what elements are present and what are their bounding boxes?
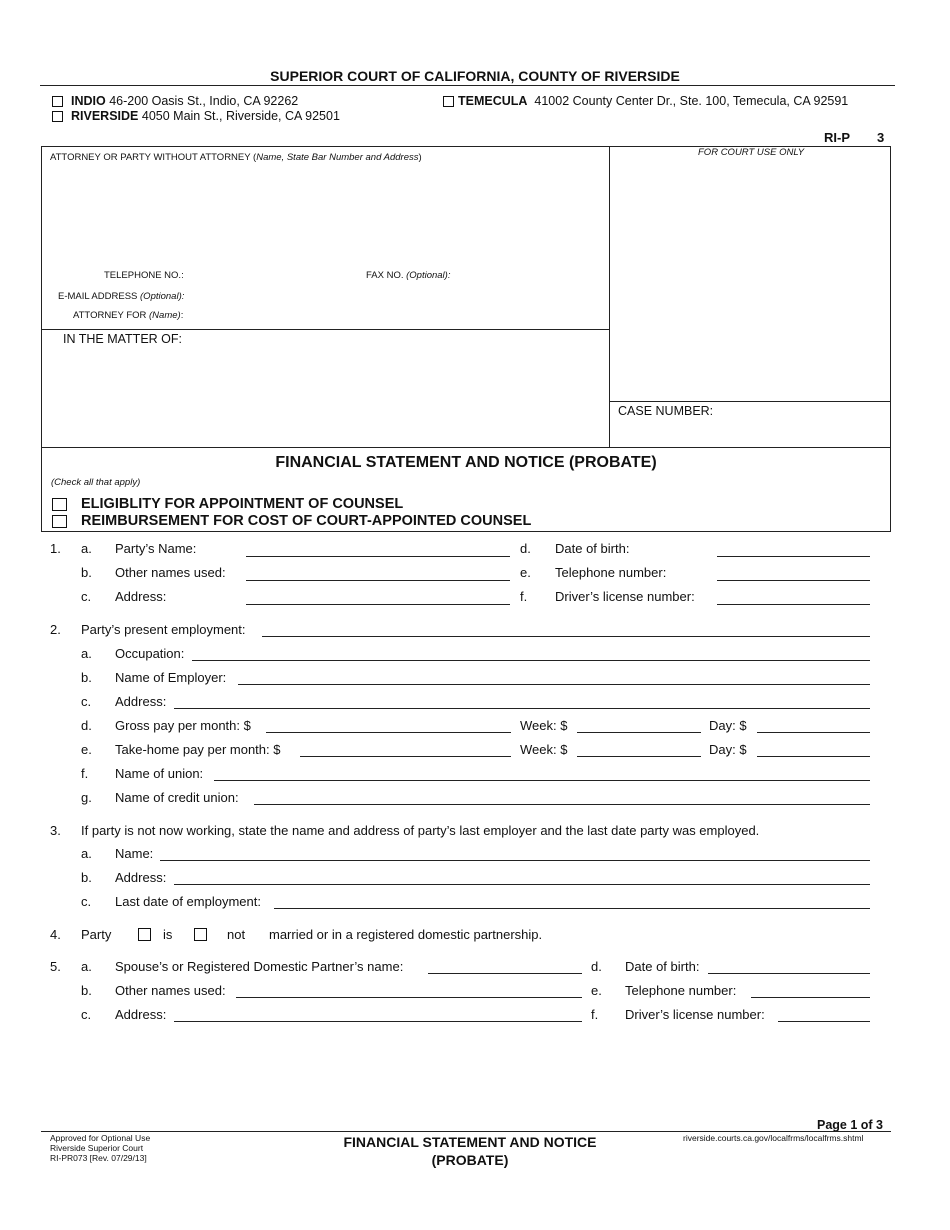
riverside-location bbox=[71, 109, 340, 123]
court-title: SUPERIOR COURT OF CALIFORNIA, COUNTY OF RIVERSIDE bbox=[270, 68, 680, 84]
indio-checkbox[interactable] bbox=[52, 96, 63, 107]
item-2f-label: Name of union: bbox=[115, 766, 204, 781]
party-address-field[interactable] bbox=[246, 604, 510, 605]
indio-location bbox=[71, 94, 298, 108]
reimbursement-checkbox[interactable] bbox=[52, 515, 67, 528]
temecula-address: 41002 County Center Dr., Ste. 100, Temecula, CA 92591 bbox=[534, 94, 849, 108]
employer-address-field[interactable] bbox=[174, 708, 870, 709]
spouse-license-field[interactable] bbox=[778, 1021, 870, 1022]
attorney-label-end: ) bbox=[418, 152, 422, 163]
gross-pay-month-field[interactable] bbox=[266, 732, 511, 733]
section-2-number: 2. bbox=[50, 622, 61, 637]
riverside-checkbox[interactable] bbox=[52, 111, 63, 122]
email-label-text: E-MAIL ADDRESS bbox=[58, 291, 138, 302]
present-employment-field[interactable] bbox=[262, 636, 870, 637]
attorney-label-text: ATTORNEY OR PARTY WITHOUT ATTORNEY ( bbox=[50, 152, 257, 163]
item-1c-label: Address: bbox=[115, 589, 167, 604]
last-employment-date-field[interactable] bbox=[274, 908, 870, 909]
eligibility-option: ELIGIBLITY FOR APPOINTMENT OF COUNSEL bbox=[81, 496, 404, 512]
title-top-rule bbox=[41, 447, 891, 448]
takehome-day-label: Day: $ bbox=[709, 742, 747, 757]
item-1f-label: Driver’s license number: bbox=[555, 589, 695, 604]
section-5-number: 5. bbox=[50, 959, 61, 974]
footer-rule bbox=[41, 1131, 891, 1132]
attorney-box-rule bbox=[41, 329, 609, 330]
form-title: FINANCIAL STATEMENT AND NOTICE (PROBATE) bbox=[275, 454, 657, 471]
union-name-field[interactable] bbox=[214, 780, 870, 781]
email-label bbox=[58, 291, 184, 302]
section-2-heading: Party’s present employment: bbox=[81, 622, 246, 637]
item-1d-label: Date of birth: bbox=[555, 541, 630, 556]
gross-week-label: Week: $ bbox=[520, 718, 568, 733]
item-3b-label: Address: bbox=[115, 870, 167, 885]
takehome-pay-day-field[interactable] bbox=[757, 756, 870, 757]
employer-name-field[interactable] bbox=[238, 684, 870, 685]
item-2c-label: Address: bbox=[115, 694, 167, 709]
reimbursement-option: REIMBURSEMENT FOR COST OF COURT-APPOINTED COUNSEL bbox=[81, 513, 532, 529]
approved-block bbox=[50, 1133, 150, 1163]
telephone-label: TELEPHONE NO.: bbox=[104, 270, 184, 281]
item-3c-letter: c. bbox=[81, 894, 92, 909]
item-5c-letter: c. bbox=[81, 1007, 92, 1022]
item-3a-label: Name: bbox=[115, 846, 154, 861]
footer-title bbox=[300, 1133, 640, 1169]
footer-url: riverside.courts.ca.gov/localfrms/localfrms.shtml bbox=[683, 1133, 864, 1143]
item-5e-letter: e. bbox=[591, 983, 602, 998]
gross-pay-week-field[interactable] bbox=[577, 732, 701, 733]
attorney-for-text: ATTORNEY FOR bbox=[73, 310, 147, 321]
party-label: Party bbox=[81, 927, 112, 942]
item-5a-label: Spouse’s or Registered Domestic Partner’s name: bbox=[115, 959, 404, 974]
fax-label-text: FAX NO. bbox=[366, 270, 404, 281]
item-1d-letter: d. bbox=[520, 541, 531, 556]
party-license-field[interactable] bbox=[717, 604, 870, 605]
takehome-week-label: Week: $ bbox=[520, 742, 568, 757]
married-is-checkbox[interactable] bbox=[138, 928, 151, 941]
item-2d-letter: d. bbox=[81, 718, 92, 733]
party-dob-field[interactable] bbox=[717, 556, 870, 557]
title-bottom-rule bbox=[41, 531, 891, 532]
riverside-address: 4050 Main St., Riverside, CA 92501 bbox=[141, 109, 340, 123]
item-2a-label: Occupation: bbox=[115, 646, 185, 661]
item-2b-letter: b. bbox=[81, 670, 92, 685]
party-other-names-field[interactable] bbox=[246, 580, 510, 581]
item-2g-label: Name of credit union: bbox=[115, 790, 239, 805]
item-2f-letter: f. bbox=[81, 766, 89, 781]
party-name-field[interactable] bbox=[246, 556, 510, 557]
temecula-name: TEMECULA bbox=[458, 94, 528, 108]
riverside-name: RIVERSIDE bbox=[71, 109, 139, 123]
form-code-number: 3 bbox=[877, 130, 885, 145]
item-2g-letter: g. bbox=[81, 790, 92, 805]
approved-line-1: Approved for Optional Use bbox=[50, 1133, 151, 1143]
item-1e-letter: e. bbox=[520, 565, 531, 580]
spouse-address-field[interactable] bbox=[174, 1021, 582, 1022]
item-1e-label: Telephone number: bbox=[555, 565, 667, 580]
header-rule bbox=[40, 85, 895, 86]
caption-left-rule bbox=[41, 146, 42, 532]
section-1-number: 1. bbox=[50, 541, 61, 556]
not-label: not bbox=[227, 927, 246, 942]
occupation-field[interactable] bbox=[192, 660, 870, 661]
takehome-pay-week-field[interactable] bbox=[577, 756, 701, 757]
footer-title-line-2: (PROBATE) bbox=[431, 1152, 509, 1168]
caption-right-rule bbox=[890, 146, 891, 532]
item-2a-letter: a. bbox=[81, 646, 92, 661]
item-2b-label: Name of Employer: bbox=[115, 670, 227, 685]
item-1b-letter: b. bbox=[81, 565, 92, 580]
item-1c-letter: c. bbox=[81, 589, 92, 604]
gross-day-label: Day: $ bbox=[709, 718, 747, 733]
item-5c-label: Address: bbox=[115, 1007, 167, 1022]
attorney-for-name: (Name) bbox=[149, 310, 181, 321]
item-2c-letter: c. bbox=[81, 694, 92, 709]
attorney-label bbox=[50, 152, 422, 163]
married-not-checkbox[interactable] bbox=[194, 928, 207, 941]
attorney-label-italic: Name, State Bar Number and Address bbox=[256, 152, 419, 163]
item-5f-letter: f. bbox=[591, 1007, 599, 1022]
page-number: Page 1 of 3 bbox=[817, 1118, 883, 1132]
matter-label: IN THE MATTER OF: bbox=[63, 332, 182, 346]
fax-optional: (Optional): bbox=[406, 270, 451, 281]
section-3-heading: If party is not now working, state the name and address of party’s last employer and the last date party was employed. bbox=[81, 823, 760, 838]
item-3a-letter: a. bbox=[81, 846, 92, 861]
item-2e-label: Take-home pay per month: $ bbox=[115, 742, 281, 757]
approved-line-3: RI-PR073 [Rev. 07/29/13] bbox=[50, 1153, 147, 1163]
item-5b-label: Other names used: bbox=[115, 983, 226, 998]
footer-title-line-1: FINANCIAL STATEMENT AND NOTICE bbox=[343, 1134, 597, 1150]
check-all-note: (Check all that apply) bbox=[51, 477, 141, 488]
spouse-name-field[interactable] bbox=[428, 973, 582, 974]
item-2d-label: Gross pay per month: $ bbox=[115, 718, 251, 733]
item-5d-letter: d. bbox=[591, 959, 602, 974]
married-statement: married or in a registered domestic partnership. bbox=[269, 927, 543, 942]
last-employer-address-field[interactable] bbox=[174, 884, 870, 885]
email-optional: (Optional): bbox=[140, 291, 185, 302]
item-1a-label: Party’s Name: bbox=[115, 541, 197, 556]
item-5d-label: Date of birth: bbox=[625, 959, 700, 974]
fax-label bbox=[366, 270, 450, 281]
temecula-checkbox[interactable] bbox=[443, 96, 454, 107]
spouse-dob-field[interactable] bbox=[708, 973, 870, 974]
last-employer-name-field[interactable] bbox=[160, 860, 870, 861]
section-4-number: 4. bbox=[50, 927, 61, 942]
case-number-rule bbox=[609, 401, 890, 402]
credit-union-name-field[interactable] bbox=[254, 804, 870, 805]
spouse-telephone-field[interactable] bbox=[751, 997, 870, 998]
item-3c-label: Last date of employment: bbox=[115, 894, 261, 909]
item-5a-letter: a. bbox=[81, 959, 92, 974]
item-5f-label: Driver’s license number: bbox=[625, 1007, 765, 1022]
gross-pay-day-field[interactable] bbox=[757, 732, 870, 733]
temecula-location bbox=[458, 94, 848, 108]
item-5b-letter: b. bbox=[81, 983, 92, 998]
approved-line-2: Riverside Superior Court bbox=[50, 1143, 144, 1153]
case-number-label: CASE NUMBER: bbox=[618, 404, 714, 418]
eligibility-checkbox[interactable] bbox=[52, 498, 67, 511]
item-1f-letter: f. bbox=[520, 589, 528, 604]
section-3-number: 3. bbox=[50, 823, 61, 838]
takehome-pay-month-field[interactable] bbox=[300, 756, 511, 757]
indio-address: 46-200 Oasis St., Indio, CA 92262 bbox=[109, 94, 299, 108]
item-1a-letter: a. bbox=[81, 541, 92, 556]
item-5e-label: Telephone number: bbox=[625, 983, 737, 998]
item-2e-letter: e. bbox=[81, 742, 92, 757]
attorney-for-end: : bbox=[180, 310, 184, 321]
attorney-for-label bbox=[73, 310, 183, 321]
party-telephone-field[interactable] bbox=[717, 580, 870, 581]
spouse-other-names-field[interactable] bbox=[236, 997, 582, 998]
court-use-label: FOR COURT USE ONLY bbox=[698, 147, 805, 158]
is-label: is bbox=[163, 927, 173, 942]
item-3b-letter: b. bbox=[81, 870, 92, 885]
form-code-label: RI-P bbox=[824, 130, 850, 145]
indio-name: INDIO bbox=[71, 94, 106, 108]
item-1b-label: Other names used: bbox=[115, 565, 226, 580]
